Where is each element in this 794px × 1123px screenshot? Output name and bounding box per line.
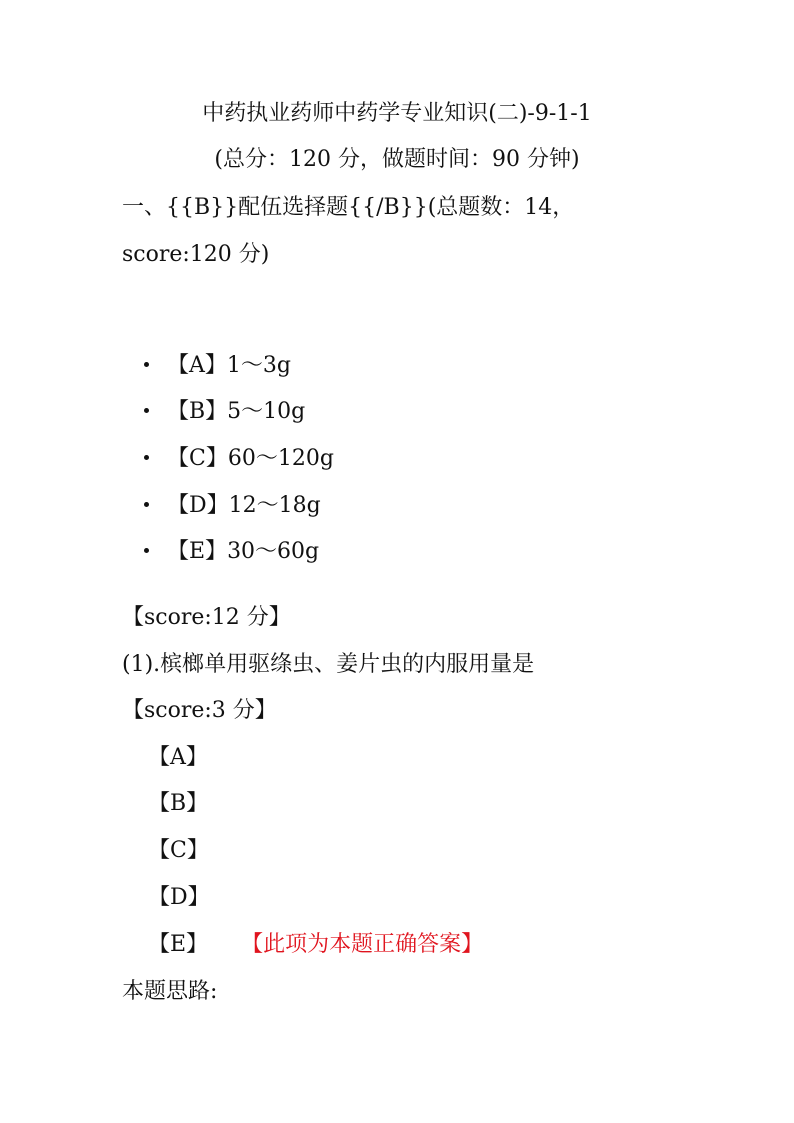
option-label: 【D】 [167, 493, 229, 518]
option-text: 12～18g [228, 493, 321, 518]
document-title: 中药执业药师中药学专业知识(二)-9-1-1 [202, 101, 592, 126]
answer-choice-b: 【B】 [148, 791, 209, 816]
option-item [144, 398, 305, 426]
answer-choice-e-row [148, 931, 483, 959]
option-text: 30～60g [227, 539, 320, 564]
option-label: 【C】 [167, 446, 228, 471]
option-item [144, 538, 319, 566]
document-subtitle: (总分：120 分，做题时间：90 分钟) [214, 147, 580, 172]
bullet-icon [144, 408, 149, 413]
section-heading: 一、{{B}}配伍选择题{{/B}}(总题数：14， [122, 195, 575, 220]
section-heading-continuation: score:120 分) [122, 242, 270, 267]
option-text: 5～10g [227, 399, 306, 424]
option-item [144, 492, 321, 520]
option-item [144, 445, 334, 473]
correct-answer-marker: 【此项为本题正确答案】 [252, 932, 484, 957]
option-text: 60～120g [227, 446, 334, 471]
option-text: 1～3g [226, 353, 291, 378]
bullet-icon [144, 455, 149, 460]
group-score: 【score:12 分】 [122, 605, 291, 630]
answer-choice-e: 【E】 [148, 932, 209, 957]
answer-choice-a: 【A】 [148, 745, 208, 770]
answer-choice-c: 【C】 [148, 838, 209, 863]
bullet-icon [144, 502, 149, 507]
bullet-icon [144, 362, 149, 367]
question-text: (1).槟榔单用驱绦虫、姜片虫的内服用量是 [122, 652, 535, 677]
option-label: 【E】 [167, 539, 228, 564]
option-label: 【B】 [167, 399, 228, 424]
explanation-label: 本题思路: [122, 979, 218, 1004]
question-score: 【score:3 分】 [122, 698, 277, 723]
answer-choice-d: 【D】 [148, 885, 210, 910]
bullet-icon [144, 548, 149, 553]
option-label: 【A】 [167, 353, 227, 378]
option-item [144, 352, 291, 380]
